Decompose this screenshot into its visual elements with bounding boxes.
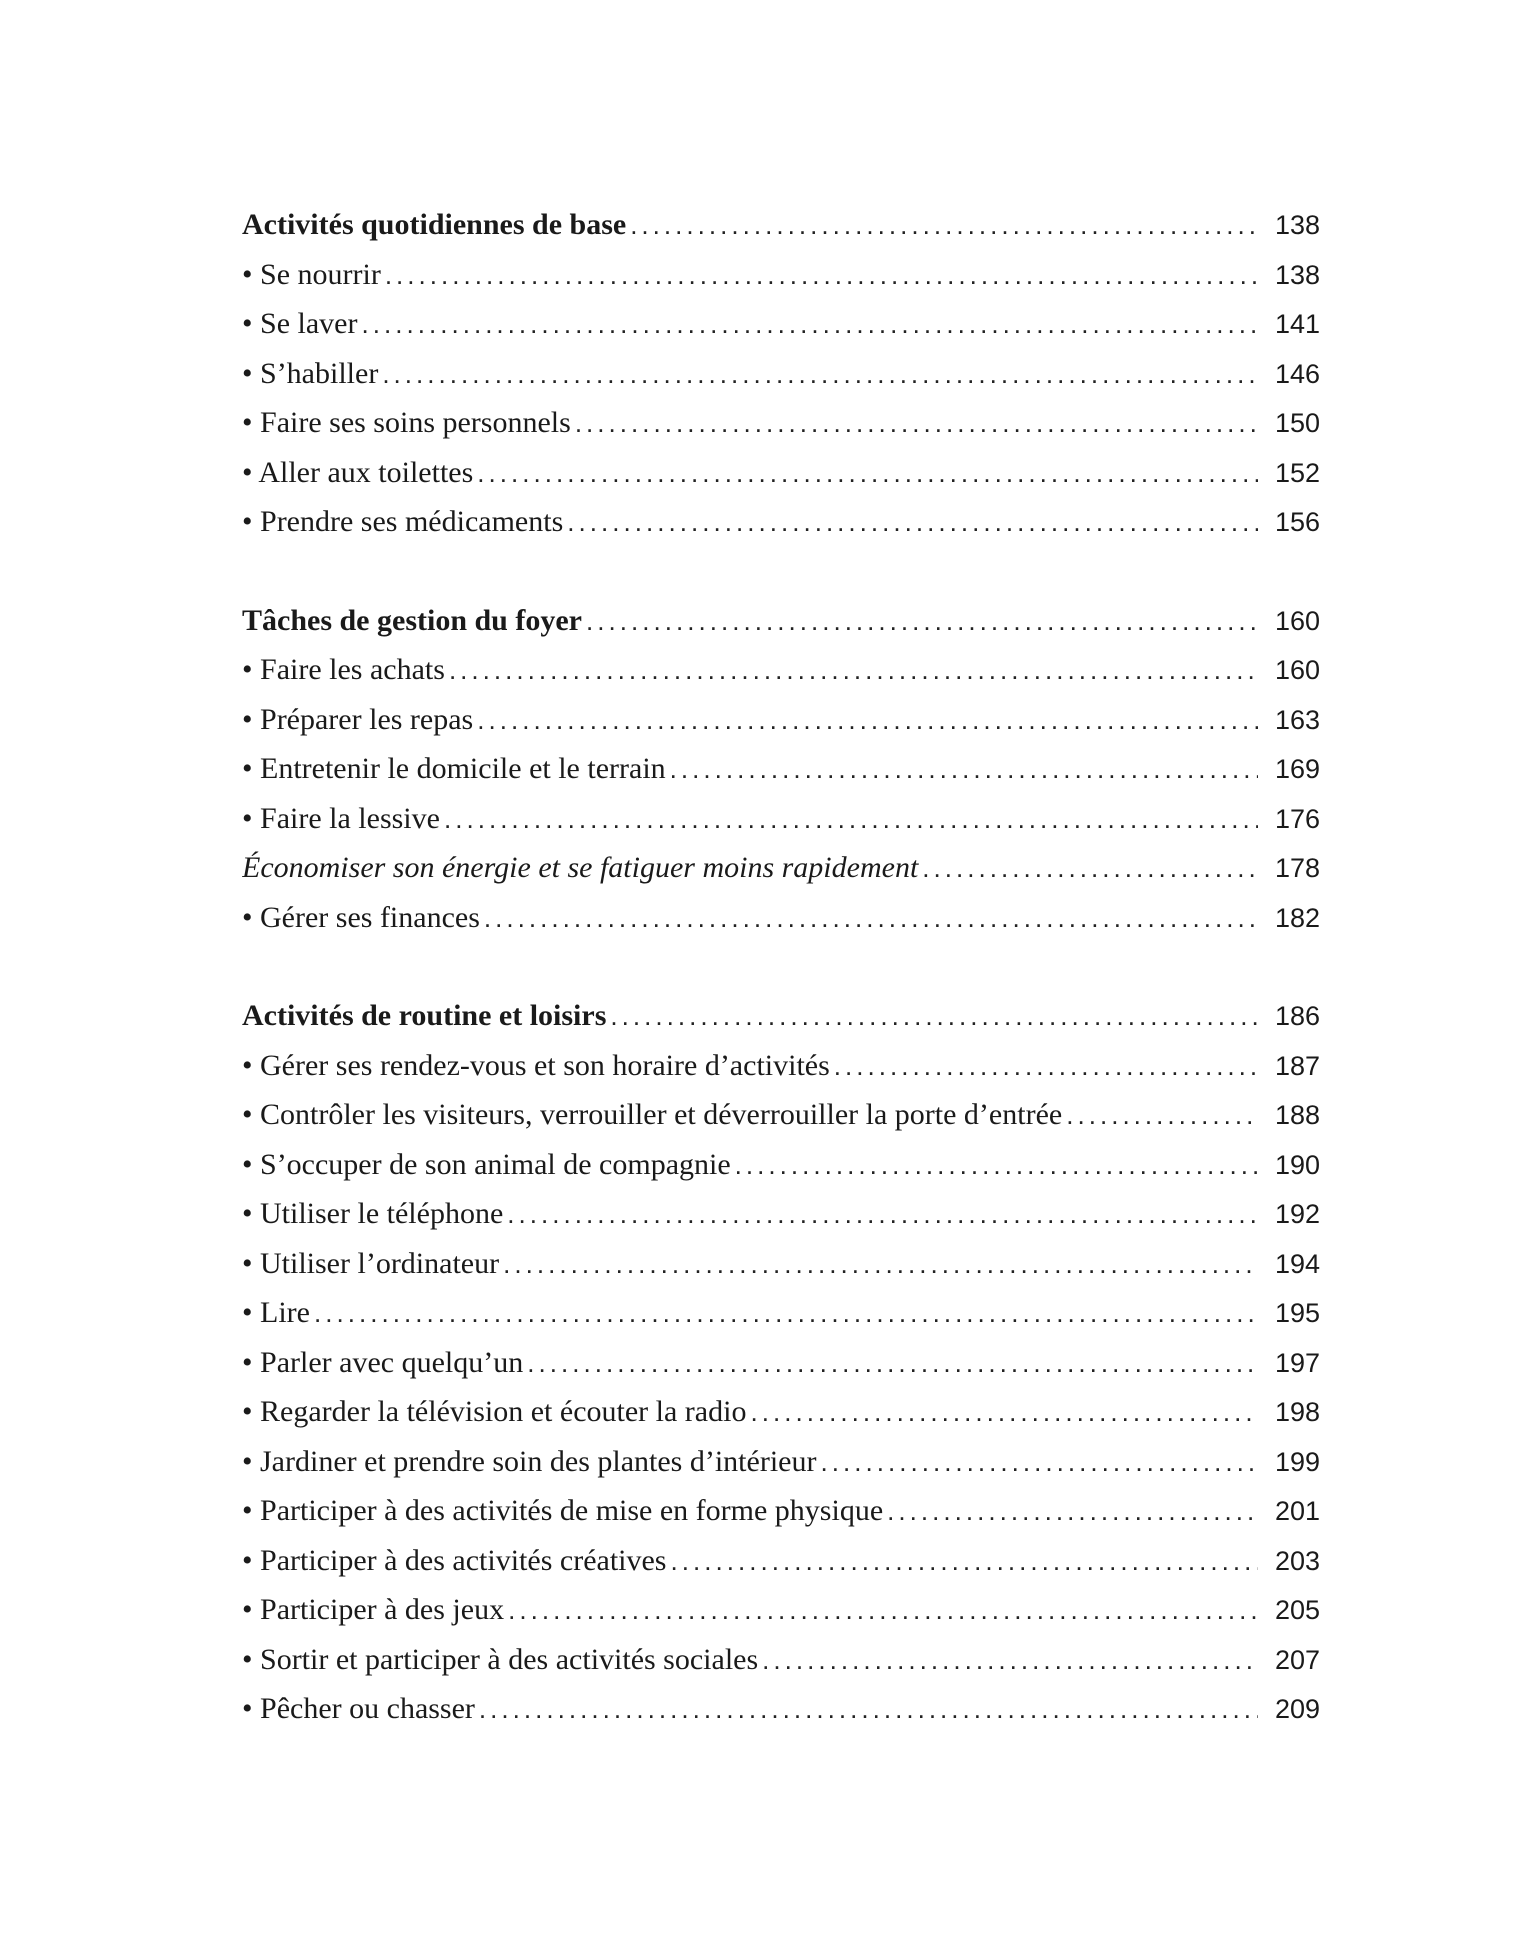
toc-entry xyxy=(242,1239,1320,1289)
toc-entry xyxy=(242,1041,1320,1091)
toc-entry-italic xyxy=(242,843,1320,893)
toc-page-number: 182 xyxy=(1274,902,1320,933)
toc-entry-label: • Aller aux toilettes xyxy=(242,455,474,489)
toc-page-number: 152 xyxy=(1274,457,1320,488)
toc-entry xyxy=(242,1585,1320,1635)
toc-entry xyxy=(242,1338,1320,1388)
toc-entry xyxy=(242,1486,1320,1536)
dot-leader xyxy=(575,399,1258,448)
dot-leader xyxy=(508,1586,1258,1635)
dot-leader xyxy=(735,1141,1258,1190)
toc-entry-label: • S’occuper de son animal de compagnie xyxy=(242,1147,731,1181)
toc-entry xyxy=(242,448,1320,498)
toc-page-number: 156 xyxy=(1274,507,1320,537)
toc-entry-label: • Se nourrir xyxy=(242,257,381,291)
toc-entry-label: • Utiliser l’ordinateur xyxy=(242,1246,500,1280)
toc-page-number: 141 xyxy=(1274,309,1320,339)
toc-entry-label: • Contrôler les visiteurs, verrouiller et déverrouiller la porte d’entrée xyxy=(242,1098,1063,1131)
toc-page-number: 160 xyxy=(1274,605,1320,636)
toc-entry-label: • Faire les achats xyxy=(242,653,445,686)
toc-page-number: 203 xyxy=(1274,1545,1320,1576)
toc-page-number: 190 xyxy=(1274,1149,1320,1180)
toc-page-number: 195 xyxy=(1274,1298,1320,1328)
toc-entry-label: • Lire xyxy=(242,1296,310,1329)
toc-entry-label: • Participer à des jeux xyxy=(242,1593,505,1626)
table-of-contents xyxy=(242,200,1320,1734)
toc-entry xyxy=(242,645,1320,695)
dot-leader xyxy=(444,795,1258,844)
toc-page-number: 163 xyxy=(1274,704,1320,735)
toc-entry xyxy=(242,1437,1320,1487)
toc-entry-label: • Parler avec quelqu’un xyxy=(242,1345,524,1379)
dot-leader xyxy=(449,646,1258,695)
toc-entry xyxy=(242,1189,1320,1239)
toc-page-number: 146 xyxy=(1274,358,1320,389)
dot-leader xyxy=(527,1339,1258,1388)
toc-entry xyxy=(242,893,1320,943)
toc-section xyxy=(242,991,1320,1734)
toc-entry xyxy=(242,299,1320,349)
dot-leader xyxy=(762,1636,1258,1685)
toc-entry-label: • Utiliser le téléphone xyxy=(242,1197,504,1230)
toc-entry xyxy=(242,398,1320,448)
toc-page-number: 207 xyxy=(1274,1644,1320,1675)
dot-leader xyxy=(670,1537,1258,1586)
toc-entry-label: Économiser son énergie et se fatiguer moins rapidement xyxy=(242,851,919,884)
toc-heading xyxy=(242,991,1320,1041)
toc-page-number: 192 xyxy=(1274,1199,1320,1229)
toc-page-number: 160 xyxy=(1274,655,1320,685)
toc-section xyxy=(242,200,1320,547)
toc-entry-label: • Préparer les repas xyxy=(242,702,474,736)
dot-leader xyxy=(385,251,1258,300)
toc-page-number: 138 xyxy=(1274,210,1320,240)
toc-page-number: 176 xyxy=(1274,803,1320,834)
toc-page-number: 198 xyxy=(1274,1397,1320,1427)
toc-entry xyxy=(242,250,1320,300)
toc-page-number: 199 xyxy=(1274,1446,1320,1477)
dot-leader xyxy=(922,844,1258,893)
dot-leader xyxy=(610,992,1258,1041)
toc-entry-label: • Faire ses soins personnels xyxy=(242,406,571,439)
toc-entry xyxy=(242,744,1320,794)
toc-heading xyxy=(242,200,1320,250)
dot-leader xyxy=(507,1190,1258,1239)
toc-entry xyxy=(242,349,1320,399)
toc-entry xyxy=(242,695,1320,745)
toc-entry-label: • Prendre ses médicaments xyxy=(242,505,564,538)
dot-leader xyxy=(314,1289,1258,1338)
toc-entry xyxy=(242,1288,1320,1338)
toc-entry xyxy=(242,1387,1320,1437)
dot-leader xyxy=(1066,1091,1258,1140)
toc-entry xyxy=(242,497,1320,547)
toc-entry xyxy=(242,1684,1320,1734)
toc-entry xyxy=(242,1635,1320,1685)
toc-entry-label: • Sortir et participer à des activités sociales xyxy=(242,1642,759,1676)
toc-page-number: 186 xyxy=(1274,1001,1320,1031)
dot-leader xyxy=(479,1685,1258,1734)
dot-leader xyxy=(586,597,1258,646)
toc-entry-label: • Participer à des activités de mise en forme physique xyxy=(242,1494,884,1527)
dot-leader xyxy=(361,300,1258,349)
toc-entry-label: • S’habiller xyxy=(242,356,379,390)
toc-section xyxy=(242,596,1320,943)
toc-page-number: 150 xyxy=(1274,408,1320,438)
dot-leader xyxy=(834,1042,1258,1091)
dot-leader xyxy=(484,894,1258,943)
toc-page-number: 138 xyxy=(1274,259,1320,290)
toc-entry xyxy=(242,794,1320,844)
toc-heading-label: Activités de routine et loisirs xyxy=(242,999,607,1032)
toc-entry-label: • Jardiner et prendre soin des plantes d’intérieur xyxy=(242,1444,817,1478)
dot-leader xyxy=(750,1388,1258,1437)
toc-entry-label: • Gérer ses rendez-vous et son horaire d’activités xyxy=(242,1048,830,1082)
dot-leader xyxy=(382,350,1258,399)
dot-leader xyxy=(477,696,1258,745)
toc-entry-label: • Se laver xyxy=(242,307,358,340)
dot-leader xyxy=(887,1487,1258,1536)
dot-leader xyxy=(477,449,1258,498)
toc-page-number: 178 xyxy=(1274,853,1320,883)
dot-leader xyxy=(630,201,1258,250)
toc-page-number: 194 xyxy=(1274,1248,1320,1279)
dot-leader xyxy=(670,745,1258,794)
toc-entry xyxy=(242,1090,1320,1140)
dot-leader xyxy=(567,498,1258,547)
dot-leader xyxy=(820,1438,1258,1487)
toc-heading xyxy=(242,596,1320,646)
toc-entry-label: • Gérer ses finances xyxy=(242,900,480,934)
toc-page-number: 197 xyxy=(1274,1347,1320,1378)
toc-entry-label: • Faire la lessive xyxy=(242,801,440,835)
toc-entry xyxy=(242,1536,1320,1586)
toc-page-number: 201 xyxy=(1274,1496,1320,1526)
toc-entry-label: • Participer à des activités créatives xyxy=(242,1543,667,1577)
toc-entry-label: • Pêcher ou chasser xyxy=(242,1692,475,1725)
toc-entry xyxy=(242,1140,1320,1190)
toc-page-number: 205 xyxy=(1274,1595,1320,1625)
toc-page-number: 169 xyxy=(1274,754,1320,784)
toc-heading-label: Tâches de gestion du foyer xyxy=(242,603,582,637)
toc-page-number: 209 xyxy=(1274,1694,1320,1724)
toc-page-number: 187 xyxy=(1274,1050,1320,1081)
dot-leader xyxy=(503,1240,1258,1289)
toc-entry-label: • Regarder la télévision et écouter la radio xyxy=(242,1395,747,1428)
toc-entry-label: • Entretenir le domicile et le terrain xyxy=(242,752,666,785)
toc-heading-label: Activités quotidiennes de base xyxy=(242,208,627,241)
toc-page-number: 188 xyxy=(1274,1100,1320,1130)
